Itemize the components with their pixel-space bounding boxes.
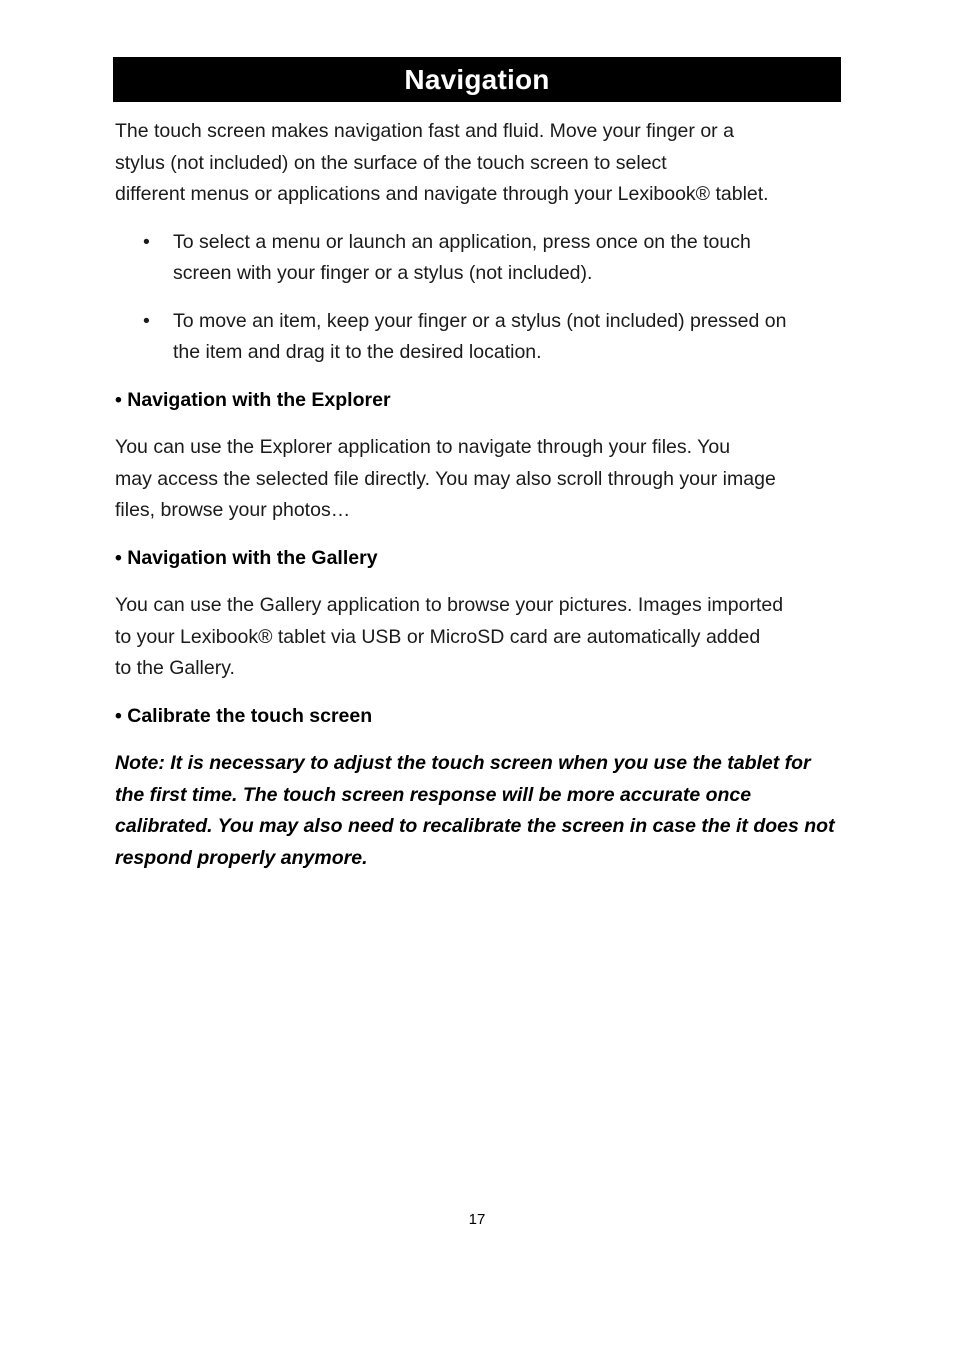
bullet-line: To select a menu or launch an application, press once on the touch [173, 230, 751, 253]
explorer-line: You can use the Explorer application to navigate through your files. You [115, 436, 731, 458]
bullet-line: To move an item, keep your finger or a stylus (not included) pressed on [173, 309, 787, 332]
note-line: respond properly anymore. [115, 846, 368, 869]
note-line: the first time. The touch screen response will be more accurate once [115, 783, 752, 806]
intro-line: The touch screen makes navigation fast and fluid. Move your finger or a [115, 120, 734, 142]
bullet-item-select [115, 227, 840, 290]
bullet-line: the item and drag it to the desired location. [173, 341, 542, 363]
page-number: 17 [468, 1211, 486, 1228]
note-line: Note: It is necessary to adjust the touch screen when you use the tablet for [115, 752, 811, 774]
gallery-line: to your Lexibook® tablet via USB or MicroSD card are automatically added [115, 625, 761, 648]
title-bar [113, 57, 841, 102]
note-line: calibrated. You may also need to recalibrate the screen in case the it does not [115, 815, 835, 837]
gallery-line: You can use the Gallery application to browse your pictures. Images imported [115, 594, 784, 616]
explorer-paragraph [115, 432, 840, 527]
explorer-line: may access the selected file directly. You may also scroll through your image [115, 467, 776, 490]
bullet-list [115, 227, 840, 369]
heading-explorer: • Navigation with the Explorer [115, 388, 391, 411]
bullet-item-move [115, 306, 840, 369]
heading-gallery: • Navigation with the Gallery [115, 546, 378, 569]
explorer-line: files, browse your photos… [115, 499, 351, 521]
page-content [115, 116, 840, 874]
intro-paragraph [115, 116, 840, 211]
page-title: Navigation [404, 63, 550, 95]
bullet-dot: • [143, 230, 150, 253]
calibrate-note [115, 748, 840, 874]
gallery-line: to the Gallery. [115, 657, 235, 679]
intro-line: stylus (not included) on the surface of the touch screen to select [115, 151, 667, 174]
intro-line: different menus or applications and navigate through your Lexibook® tablet. [115, 183, 769, 205]
bullet-line: screen with your finger or a stylus (not included). [173, 262, 593, 284]
gallery-paragraph [115, 590, 840, 685]
bullet-dot: • [143, 309, 150, 332]
heading-calibrate: • Calibrate the touch screen [115, 704, 373, 727]
